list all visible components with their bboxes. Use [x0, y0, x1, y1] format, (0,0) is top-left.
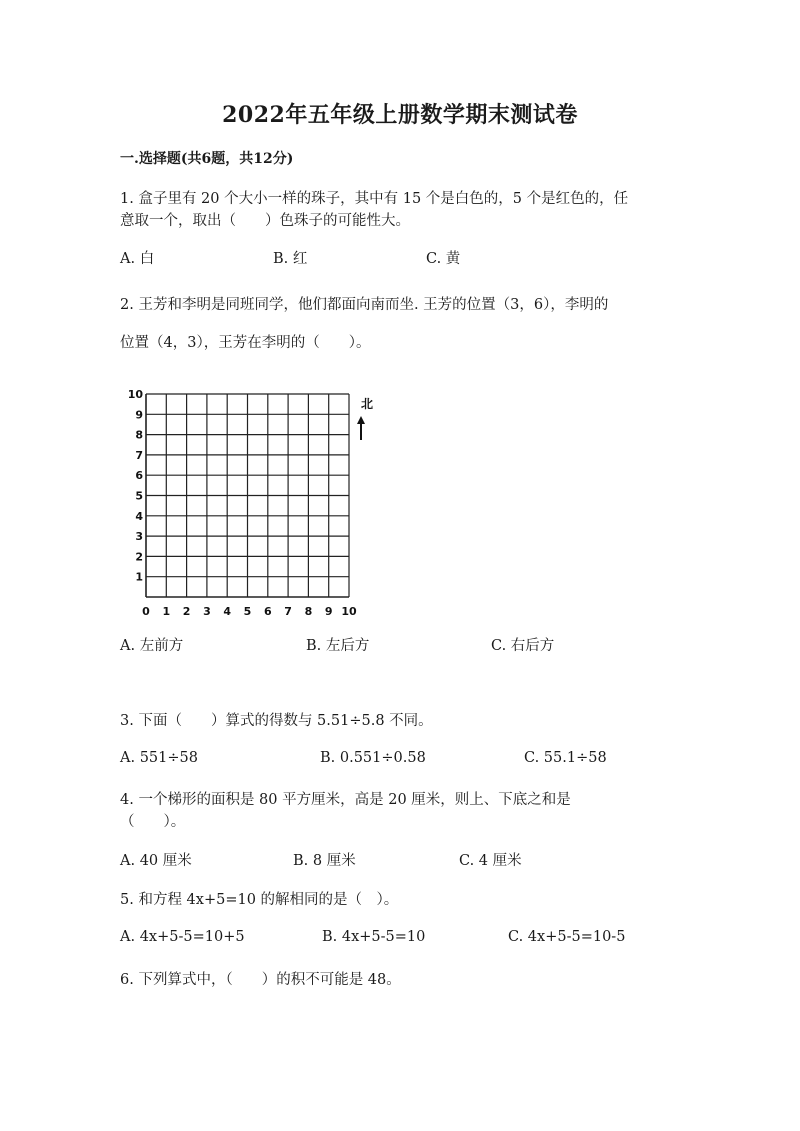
y-tick-label: 1 — [135, 570, 143, 584]
y-tick-label: 3 — [135, 530, 143, 544]
question-1-options — [120, 247, 720, 269]
x-tick-label: 7 — [284, 605, 292, 618]
y-tick-label: 9 — [135, 408, 143, 422]
page-title: 2022年五年级上册数学期末测试卷 — [222, 102, 578, 128]
x-tick-label: 5 — [243, 605, 252, 618]
grid-figure — [127, 385, 374, 618]
north-label: 北 — [361, 397, 374, 411]
y-tick-label: 5 — [135, 489, 143, 503]
x-tick-label: 2 — [182, 605, 191, 618]
option-c[interactable]: C. 黄 — [426, 251, 461, 267]
option-a[interactable]: A. 551÷58 — [120, 750, 198, 766]
option-c[interactable]: C. 右后方 — [491, 638, 555, 654]
y-tick-label: 10 — [127, 388, 143, 401]
question-6-line-1: 6. 下列算式中，（ ）的积不可能是 48。 — [120, 972, 401, 988]
y-tick-label: 6 — [135, 469, 143, 483]
question-2-line-2: 位置（4，3），王芳在李明的（ ）。 — [120, 335, 371, 351]
option-c[interactable]: C. 55.1÷58 — [524, 750, 607, 766]
question-2 — [120, 286, 608, 362]
question-4 — [120, 789, 571, 833]
option-a[interactable]: A. 40 厘米 — [120, 853, 192, 869]
coordinate-grid — [127, 385, 374, 618]
section-heading: 一.选择题(共6题，共12分) — [120, 151, 294, 167]
y-tick-label: 8 — [135, 428, 143, 442]
x-tick-label: 10 — [341, 605, 357, 618]
question-4-options — [120, 849, 720, 871]
question-5-line-1: 5. 和方程 4x+5=10 的解相同的是（ ）。 — [120, 892, 399, 908]
option-b[interactable]: B. 0.551÷0.58 — [320, 750, 426, 766]
option-b[interactable]: B. 左后方 — [306, 638, 370, 654]
option-b[interactable]: B. 8 厘米 — [293, 853, 356, 869]
question-1-line-2: 意取一个，取出（ ）色珠子的可能性大。 — [120, 213, 410, 229]
y-tick-label: 2 — [135, 550, 143, 564]
option-b[interactable]: B. 4x+5-5=10 — [322, 929, 426, 945]
north-arrow-icon — [357, 416, 365, 424]
question-3-options — [120, 750, 720, 772]
question-4-line-2: （ ）。 — [120, 814, 186, 830]
option-c[interactable]: C. 4x+5-5=10-5 — [508, 929, 626, 945]
x-tick-label: 8 — [304, 605, 313, 618]
question-1-line-1: 1. 盒子里有 20 个大小一样的珠子，其中有 15 个是白色的，5 个是红色的，任 — [120, 191, 629, 207]
question-2-line-1: 2. 王芳和李明是同班同学，他们都面向南而坐. 王芳的位置（3，6），李明的 — [120, 297, 609, 313]
question-2-options — [120, 634, 720, 656]
option-a[interactable]: A. 4x+5-5=10+5 — [120, 929, 245, 945]
question-3-line-1: 3. 下面（ ）算式的得数与 5.51÷5.8 不同。 — [120, 713, 433, 729]
option-b[interactable]: B. 红 — [273, 251, 308, 267]
y-tick-label: 7 — [135, 448, 143, 462]
x-tick-label: 6 — [263, 605, 272, 618]
question-5-options — [120, 929, 720, 951]
x-tick-label: 4 — [223, 605, 232, 618]
question-5 — [120, 889, 398, 911]
option-c[interactable]: C. 4 厘米 — [459, 853, 522, 869]
question-3 — [120, 710, 433, 732]
question-4-line-1: 4. 一个梯形的面积是 80 平方厘米，高是 20 厘米，则上、下底之和是 — [120, 792, 571, 808]
option-a[interactable]: A. 左前方 — [120, 638, 184, 654]
x-tick-label: 0 — [142, 605, 150, 618]
option-a[interactable]: A. 白 — [120, 251, 155, 267]
question-1 — [120, 188, 628, 232]
question-6 — [120, 969, 401, 991]
y-tick-label: 4 — [135, 509, 143, 523]
x-tick-label: 9 — [324, 605, 333, 618]
x-tick-label: 1 — [162, 605, 171, 618]
x-tick-label: 3 — [203, 605, 211, 618]
